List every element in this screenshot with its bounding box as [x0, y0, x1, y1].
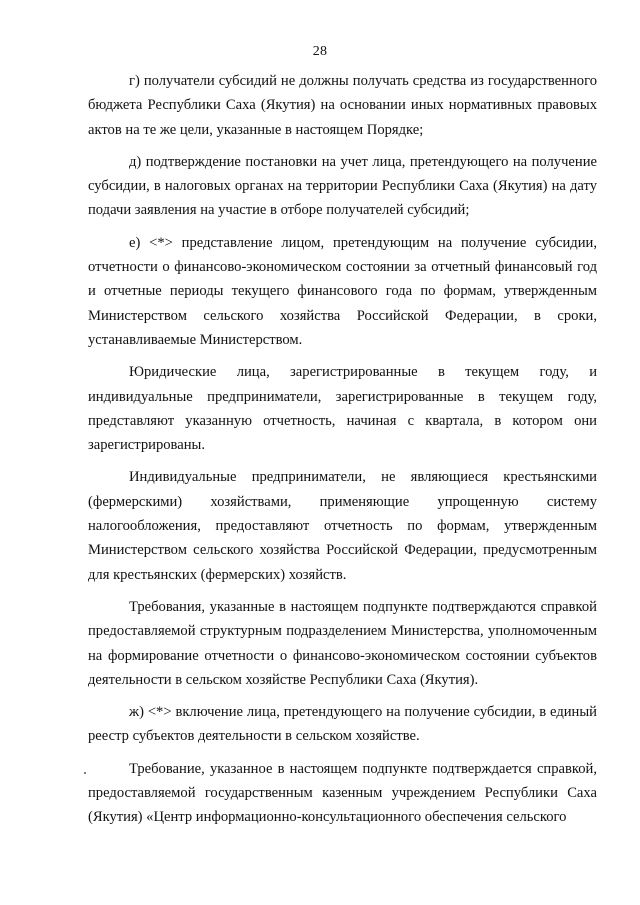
- paragraph-requirement-certificate-center: Требование, указанное в настоящем подпункте подтверждается справкой, предоставляемой государственным казенным учреждением Республики Саха (Якутия) «Центр информационно-консультационного обеспечения сельского: [88, 760, 597, 826]
- scan-dot-mark: [84, 772, 86, 774]
- paragraph-item-zh: ж) <*> включение лица, претендующего на получение субсидии, в единый реестр субъектов деятельности в сельском хозяйстве.: [88, 704, 597, 745]
- document-body: [88, 69, 597, 838]
- paragraph-individual-entrepreneurs: Индивидуальные предприниматели, не являющиеся крестьянскими (фермерскими) хозяйствами, применяющие упрощенную систему налогообложения, предоставляют отчетность по формам, утвержденным Министерством сельского хозяйства Российской Федерации, предусмотренным для крестьянских (фермерских) хозяйств.: [88, 469, 597, 583]
- paragraph-requirements-certificate: Требования, указанные в настоящем подпункте подтверждаются справкой предоставляемой структурным подразделением Министерства, уполномоченным на формирование отчетности о финансово-экономическом состоянии субъектов деятельности в сельском хозяйстве Республики Саха (Якутия).: [88, 598, 597, 688]
- paragraph-item-g: г) получатели субсидий не должны получать средства из государственного бюджета Республики Саха (Якутия) на основании иных нормативных правовых актов на те же цели, указанные в настоящем Порядке;: [88, 73, 597, 138]
- page-number: 28: [312, 44, 328, 59]
- paragraph-item-e: е) <*> представление лицом, претендующим на получение субсидии, отчетности о финансово-экономическом состоянии за отчетный финансовый год и отчетные периоды текущего финансового года по формам, утвержденным Министерством сельского хозяйства Российской Федерации, в сроки, устанавливаемые Министерством.: [88, 234, 597, 348]
- paragraph-legal-entities: Юридические лица, зарегистрированные в текущем году, и индивидуальные предприниматели, зарегистрированные в текущем году, представляют указанную отчетность, начиная с квартала, в котором они зарегистрированы.: [88, 364, 597, 454]
- paragraph-item-d: д) подтверждение постановки на учет лица, претендующего на получение субсидии, в налоговых органах на территории Республики Саха (Якутия) на дату подачи заявления на участие в отборе получателей субсидий;: [88, 153, 597, 219]
